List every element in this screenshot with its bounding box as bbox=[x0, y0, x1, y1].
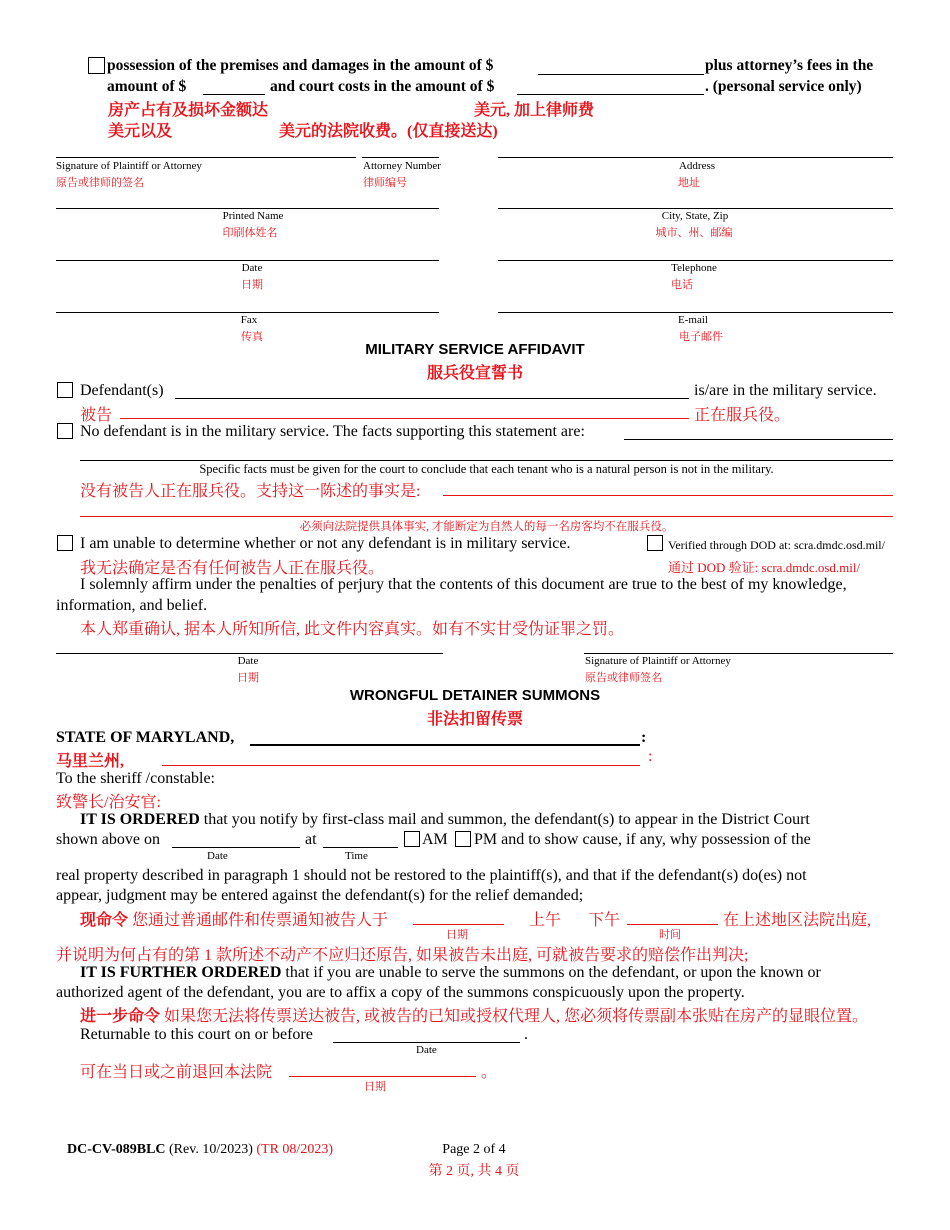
unable-to-determine-text: I am unable to determine whether or not any defendant is in military service. bbox=[80, 535, 571, 552]
summons-title: WRONGFUL DETAINER SUMMONS bbox=[349, 687, 601, 704]
state-field[interactable] bbox=[250, 744, 640, 746]
specific-facts-note-zh: 必须向法院提供具体事实, 才能断定为自然人的每一名房客均不在服兵役。 bbox=[299, 521, 674, 533]
affidavit-signature-line[interactable] bbox=[584, 653, 893, 654]
telephone-label: Telephone bbox=[671, 262, 717, 274]
defendants-in-service-checkbox[interactable] bbox=[57, 382, 73, 398]
affidavit-date-label-zh: 日期 bbox=[237, 672, 259, 684]
date-label-zh: 日期 bbox=[241, 279, 263, 291]
damages-zh-2a: 美元以及 bbox=[108, 123, 173, 140]
form-tr: (TR 08/2023) bbox=[256, 1142, 333, 1157]
address-label: Address bbox=[678, 160, 716, 172]
am-checkbox[interactable] bbox=[404, 831, 420, 847]
damages-zh-1a: 房产占有及损坏金额达 bbox=[108, 102, 269, 119]
form-id: DC-CV-089BLC bbox=[67, 1142, 166, 1157]
printed-name-label-zh: 印刷体姓名 bbox=[222, 227, 278, 239]
facts-field-2[interactable] bbox=[80, 460, 893, 461]
further-ordered-rest-zh: 如果您无法将传票送达被告, 或被告的已知或授权代理人, 您必须将传票副本张贴在房产的显眼位置。 bbox=[164, 1008, 869, 1025]
returnable-period: . bbox=[524, 1026, 528, 1043]
defendants-name-field[interactable] bbox=[175, 398, 689, 399]
facts-field-zh-1[interactable] bbox=[443, 495, 893, 496]
affidavit-date-label: Date bbox=[237, 655, 259, 667]
damages-zh-2b: 美元的法院收费。(仅直接送达) bbox=[279, 123, 498, 140]
affirm-text-zh: 本人郑重确认, 据本人所知所信, 此文件内容真实。如有不实甘受伪证罪之罚。 bbox=[80, 621, 625, 638]
returnable-period-zh: 。 bbox=[481, 1064, 498, 1081]
am-label-zh: 上午 bbox=[529, 912, 562, 929]
am-label: AM bbox=[422, 831, 448, 848]
in-service-text: is/are in the military service. bbox=[694, 382, 877, 399]
ordered-bold-zh: 现命令 bbox=[80, 912, 129, 929]
signature-label-zh: 原告或律师的签名 bbox=[56, 177, 144, 189]
at-text: at bbox=[305, 831, 317, 848]
date-line[interactable] bbox=[56, 260, 439, 261]
summons-title-zh: 非法扣留传票 bbox=[426, 711, 523, 728]
verified-dod-checkbox[interactable] bbox=[647, 535, 663, 551]
date-label: Date bbox=[241, 262, 263, 274]
ordered-bold: IT IS ORDERED bbox=[80, 811, 200, 828]
facts-field-zh-2[interactable] bbox=[80, 516, 893, 517]
affidavit-signature-label: Signature of Plaintiff or Attorney bbox=[585, 655, 731, 667]
page-number: Page 2 of 4 bbox=[442, 1142, 506, 1157]
appear-time-label: Time bbox=[345, 850, 368, 862]
ordered-text bbox=[80, 811, 810, 829]
verified-dod-text-zh: 通过 DOD 验证: scra.dmdc.osd.mil/ bbox=[668, 560, 861, 575]
unable-to-determine-text-zh: 我无法确定是否有任何被告人正在服兵役。 bbox=[80, 560, 385, 577]
no-defendant-text-zh: 没有被告人正在服兵役。支持这一陈述的事实是: bbox=[80, 483, 421, 500]
affidavit-signature-label-zh: 原告或律师签名 bbox=[585, 672, 662, 684]
specific-facts-note: Specific facts must be given for the court to conclude that each tenant who is a natural person is not in the military. bbox=[199, 462, 774, 476]
damages-text-1b: plus attorney’s fees in the bbox=[705, 57, 874, 74]
fax-label: Fax bbox=[240, 314, 258, 326]
verified-dod-text: Verified through DOD at: scra.dmdc.osd.mil/ bbox=[668, 538, 885, 552]
returnable-date-label: Date bbox=[416, 1044, 437, 1056]
military-title-zh: 服兵役宣誓书 bbox=[426, 365, 523, 382]
no-defendant-checkbox[interactable] bbox=[57, 423, 73, 439]
court-text-zh: 在上述地区法院出庭, bbox=[723, 912, 872, 929]
form-id-footer bbox=[67, 1142, 333, 1158]
pm-text: PM and to show cause, if any, why possession of the bbox=[474, 831, 811, 848]
defendants-name-field-zh[interactable] bbox=[120, 418, 689, 419]
real-property-text-2: appear, judgment may be entered against the defendant(s) for the relief demanded; bbox=[56, 887, 584, 904]
further-ordered-bold-zh: 进一步命令 bbox=[80, 1008, 161, 1025]
city-state-zip-label-zh: 城市、州、邮编 bbox=[655, 227, 733, 239]
city-state-zip-label: City, State, Zip bbox=[661, 210, 729, 222]
further-ordered-text-2: authorized agent of the defendant, you are to affix a copy of the summons conspicuously upon the property. bbox=[56, 984, 745, 1001]
military-title: MILITARY SERVICE AFFIDAVIT bbox=[365, 341, 585, 358]
returnable-date-label-zh: 日期 bbox=[364, 1081, 386, 1093]
state-label: STATE OF MARYLAND, bbox=[56, 729, 235, 746]
city-state-zip-line[interactable] bbox=[498, 208, 893, 209]
appear-date-label-zh: 日期 bbox=[446, 929, 468, 941]
returnable-date-field-zh[interactable] bbox=[289, 1076, 476, 1077]
defendants-label-zh: 被告 bbox=[80, 407, 113, 424]
appear-date-label: Date bbox=[207, 850, 228, 862]
shown-above-text: shown above on bbox=[56, 831, 160, 848]
pm-label-zh: 下午 bbox=[588, 912, 621, 929]
appear-time-label-zh: 时间 bbox=[659, 929, 681, 941]
further-ordered-text bbox=[80, 964, 821, 982]
returnable-date-field[interactable] bbox=[333, 1042, 520, 1043]
ordered-rest: that you notify by first-class mail and summon, the defendant(s) to appear in the District Court bbox=[203, 811, 810, 828]
telephone-line[interactable] bbox=[498, 260, 893, 261]
ordered-text-zh bbox=[80, 907, 388, 930]
affirm-text-1: I solemnly affirm under the penalties of perjury that the contents of this document are true to the best of my knowledge, bbox=[80, 576, 847, 593]
appear-time-field-zh[interactable] bbox=[627, 924, 718, 925]
damages-text-2c: . (personal service only) bbox=[705, 78, 862, 95]
attorney-number-label: Attorney Number bbox=[363, 160, 441, 172]
appear-time-field[interactable] bbox=[323, 847, 398, 848]
page-number-zh: 第 2 页, 共 4 页 bbox=[428, 1164, 520, 1179]
address-label-zh: 地址 bbox=[678, 177, 700, 189]
further-ordered-rest: that if you are unable to serve the summons on the defendant, or upon the known or bbox=[285, 964, 821, 981]
attorney-number-line[interactable] bbox=[362, 157, 439, 158]
address-line[interactable] bbox=[498, 157, 893, 158]
appear-date-field[interactable] bbox=[172, 847, 300, 848]
to-sheriff-text: To the sheriff /constable: bbox=[56, 770, 215, 787]
attorney-fees-field[interactable] bbox=[203, 94, 265, 95]
fax-label-zh: 传真 bbox=[241, 331, 263, 343]
further-ordered-bold: IT IS FURTHER ORDERED bbox=[80, 964, 282, 981]
state-colon-zh: : bbox=[648, 748, 653, 765]
damages-text-1a: possession of the premises and damages in the amount of $ bbox=[107, 57, 494, 74]
affidavit-date-line[interactable] bbox=[56, 653, 443, 654]
fax-line[interactable] bbox=[56, 312, 439, 313]
damages-zh-1b: 美元, 加上律师费 bbox=[474, 102, 595, 119]
returnable-text-zh: 可在当日或之前退回本法院 bbox=[80, 1064, 273, 1081]
signature-line[interactable] bbox=[56, 157, 356, 158]
no-defendant-text: No defendant is in the military service. The facts supporting this statement are: bbox=[80, 423, 585, 440]
pm-checkbox[interactable] bbox=[455, 831, 471, 847]
affirm-text-2: information, and belief. bbox=[56, 597, 208, 614]
email-label-zh: 电子邮件 bbox=[679, 331, 723, 343]
telephone-label-zh: 电话 bbox=[671, 279, 693, 291]
printed-name-label: Printed Name bbox=[222, 210, 284, 222]
appear-date-field-zh[interactable] bbox=[413, 924, 504, 925]
damages-amount-field[interactable] bbox=[538, 74, 704, 75]
damages-text-2b: and court costs in the amount of $ bbox=[270, 78, 495, 95]
returnable-text: Returnable to this court on or before bbox=[80, 1026, 313, 1043]
state-label-zh: 马里兰州, bbox=[56, 753, 125, 770]
ordered-rest-zh: 您通过普通邮件和传票通知被告人于 bbox=[132, 912, 389, 929]
damages-checkbox[interactable] bbox=[88, 57, 105, 74]
further-ordered-text-zh bbox=[80, 1003, 868, 1026]
in-service-text-zh: 正在服兵役。 bbox=[694, 407, 791, 424]
unable-to-determine-checkbox[interactable] bbox=[57, 535, 73, 551]
form-rev: (Rev. 10/2023) bbox=[169, 1142, 253, 1157]
defendants-label: Defendant(s) bbox=[80, 382, 164, 399]
to-sheriff-text-zh: 致警长/治安官: bbox=[56, 794, 161, 811]
facts-field-1[interactable] bbox=[624, 439, 893, 440]
attorney-number-label-zh: 律师编号 bbox=[363, 177, 407, 189]
signature-label: Signature of Plaintiff or Attorney bbox=[56, 160, 202, 172]
state-field-zh[interactable] bbox=[162, 765, 640, 766]
email-label: E-mail bbox=[678, 314, 708, 326]
explain-text-zh: 并说明为何占有的第 1 款所述不动产不应归还原告, 如果被告未出庭, 可就被告要求的赔偿作出判决; bbox=[56, 947, 749, 964]
printed-name-line[interactable] bbox=[56, 208, 439, 209]
real-property-text-1: real property described in paragraph 1 should not be restored to the plaintiff(s), and that if the defendant(s) do(es) not bbox=[56, 867, 807, 884]
court-costs-field[interactable] bbox=[517, 94, 704, 95]
state-colon: : bbox=[641, 729, 647, 746]
email-line[interactable] bbox=[498, 312, 893, 313]
damages-text-2a: amount of $ bbox=[107, 78, 187, 95]
